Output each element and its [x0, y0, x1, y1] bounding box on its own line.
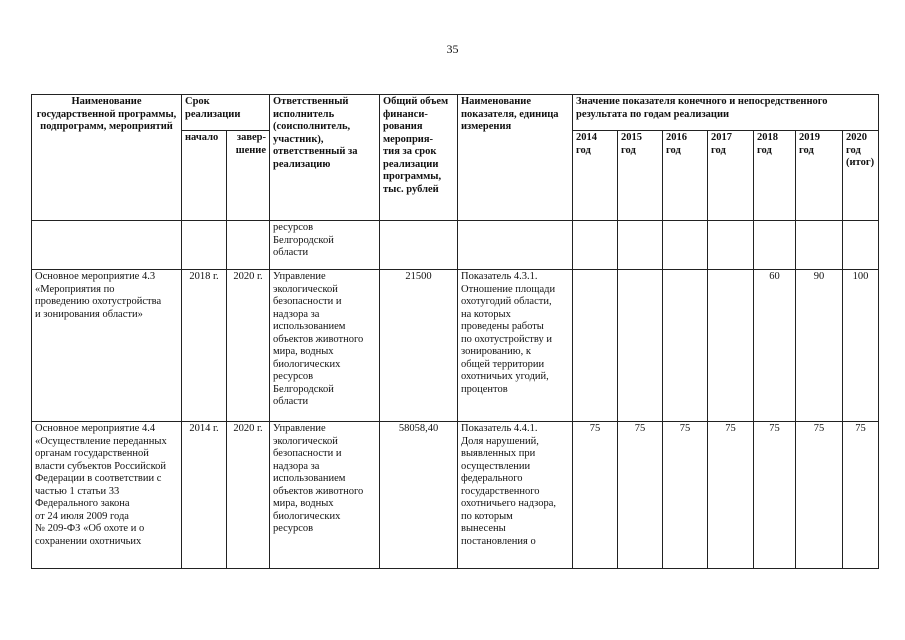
cell-indicator — [458, 221, 573, 270]
cell-volume — [380, 221, 458, 270]
header-values-group: Значение показателя конечного и непосредственного результата по годам реализации — [573, 95, 879, 131]
header-year-2015: 2015 год — [618, 131, 663, 221]
cell-end — [227, 221, 270, 270]
cell-value — [796, 221, 843, 270]
header-executor: Ответственный исполнитель (соисполнитель, участник), ответственный за реализацию — [270, 95, 380, 221]
table-row — [32, 270, 879, 422]
cell-value — [618, 221, 663, 270]
table-row — [32, 422, 879, 569]
cell-value: 90 — [796, 270, 843, 422]
cell-value — [754, 221, 796, 270]
cell-end: 2020 г. — [227, 270, 270, 422]
cell-start — [182, 221, 227, 270]
cell-value — [663, 221, 708, 270]
header-year-2018: 2018 год — [754, 131, 796, 221]
cell-value: 75 — [754, 422, 796, 569]
header-volume: Общий объем финанси- рования мероприя- тия за срок реализации программы, тыс. рублей — [380, 95, 458, 221]
cell-executor: ресурсов Белгородской области — [270, 221, 380, 270]
cell-value: 75 — [663, 422, 708, 569]
cell-value — [843, 221, 879, 270]
header-name: Наименование государственной программы, подпрограмм, мероприятий — [32, 95, 182, 221]
header-year-2019: 2019 год — [796, 131, 843, 221]
cell-value — [573, 221, 618, 270]
cell-executor: Управление экологической безопасности и надзора за использованием объектов животного мира, водных биологических ресурсов Белгородской области — [270, 270, 380, 422]
cell-value: 75 — [708, 422, 754, 569]
cell-value — [618, 270, 663, 422]
cell-name: Основное мероприятие 4.4 «Осуществление переданных органам государственной власти субъектов Российской Федерации в соответствии с частью 1 статьи 33 Федерального закона от 24 июля 2009 года № 209-ФЗ «Об охоте и о сохранении охотничьих — [32, 422, 182, 569]
header-indicator: Наименование показателя, единица измерения — [458, 95, 573, 221]
cell-end: 2020 г. — [227, 422, 270, 569]
cell-value — [663, 270, 708, 422]
cell-start: 2014 г. — [182, 422, 227, 569]
cell-volume: 58058,40 — [380, 422, 458, 569]
cell-volume: 21500 — [380, 270, 458, 422]
cell-name: Основное мероприятие 4.3 «Мероприятия по проведению охотустройства и зонирования области» — [32, 270, 182, 422]
cell-value — [573, 270, 618, 422]
header-year-2020: 2020 год (итог) — [843, 131, 879, 221]
cell-value — [708, 270, 754, 422]
cell-indicator: Показатель 4.4.1. Доля нарушений, выявленных при осуществлении федерального государственного охотничьего надзора, по которым вынесены постановления о — [458, 422, 573, 569]
cell-indicator: Показатель 4.3.1. Отношение площади охотугодий области, на которых проведены работы по охотустройству и зонированию, к общей территории охотничьих угодий, процентов — [458, 270, 573, 422]
header-year-2014: 2014 год — [573, 131, 618, 221]
header-start: начало — [182, 131, 227, 221]
cell-name — [32, 221, 182, 270]
cell-value: 75 — [796, 422, 843, 569]
cell-executor: Управление экологической безопасности и надзора за использованием объектов животного мира, водных биологических ресурсов — [270, 422, 380, 569]
cell-value: 100 — [843, 270, 879, 422]
cell-value: 60 — [754, 270, 796, 422]
header-end: завер- шение — [227, 131, 270, 221]
cell-value: 75 — [618, 422, 663, 569]
page-number: 35 — [446, 42, 459, 56]
header-row-1 — [32, 95, 879, 131]
cell-value — [708, 221, 754, 270]
program-table — [31, 94, 879, 569]
cell-start: 2018 г. — [182, 270, 227, 422]
header-year-2017: 2017 год — [708, 131, 754, 221]
cell-value: 75 — [573, 422, 618, 569]
header-period: Срок реализации — [182, 95, 270, 131]
header-year-2016: 2016 год — [663, 131, 708, 221]
cell-value: 75 — [843, 422, 879, 569]
table-row — [32, 221, 879, 270]
